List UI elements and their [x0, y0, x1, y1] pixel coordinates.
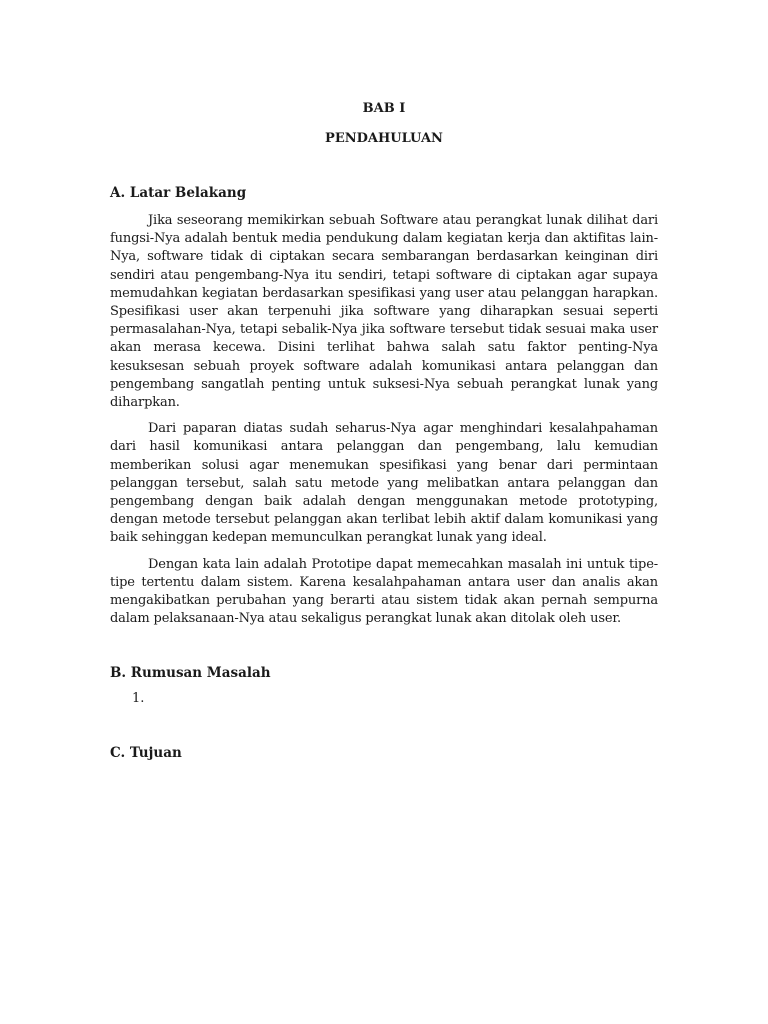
paragraph: Dari paparan diatas sudah seharus-Nya agar menghindari kesalahpahaman dari hasil komunikasi antara pelanggan dan pengembang, lalu kemudian memberikan solusi agar menemukan spesifikasi yang benar dari permintaan pelanggan tersebut, salah satu metode yang melibatkan antara pelanggan dan pengembang dengan baik adalah dengan menggunakan metode prototyping, dengan metode tersebut pelanggan akan terlibat lebih aktif dalam komunikasi yang baik sehinggan kedepan memunculkan perangkat lunak yang ideal.: [110, 421, 658, 546]
section-heading-tujuan: C. Tujuan: [110, 745, 182, 762]
paragraph: Dengan kata lain adalah Prototipe dapat memecahkan masalah ini untuk tipe-tipe tertentu dalam sistem. Karena kesalahpahaman antara user dan analis akan mengakibatkan perubahan yang berarti atau sistem tidak akan pernah sempurna dalam pelaksanaan-Nya atau sekaligus perangkat lunak akan ditolak oleh user.: [110, 556, 658, 627]
chapter-number: BAB I: [362, 101, 406, 116]
chapter-title: PENDAHULUAN: [325, 131, 443, 146]
paragraph: Jika seseorang memikirkan sebuah Software atau perangkat lunak dilihat dari fungsi-Nya adalah bentuk media pendukung dalam kegiatan kerja dan aktifitas lain-Nya, software tidak di ciptakan secara sembarangan berdasarkan keinginan diri sendiri atau pengembang-Nya itu sendiri, tetapi software di ciptakan agar supaya memudahkan kegiatan berdasarkan spesifikasi yang user atau pelanggan harapkan. Spesifikasi user akan terpenuhi jika software yang diharapkan sesuai seperti permasalahan-Nya, tetapi sebalik-Nya jika software tersebut tidak sesuai maka user akan merasa kecewa. Disini terlihat bahwa salah satu faktor penting-Nya kesuksesan sebuah proyek software adalah komunikasi antara pelanggan dan pengembang sangatlah penting untuk suksesi-Nya sebuah perangkat lunak yang diharpkan.: [110, 213, 658, 411]
document-page: [110, 100, 658, 762]
section-heading-rumusan-masalah: B. Rumusan Masalah: [110, 665, 271, 682]
rumusan-masalah-list: [110, 690, 658, 708]
section-heading-latar-belakang: A. Latar Belakang: [110, 185, 247, 201]
list-item: 1.: [132, 691, 145, 707]
